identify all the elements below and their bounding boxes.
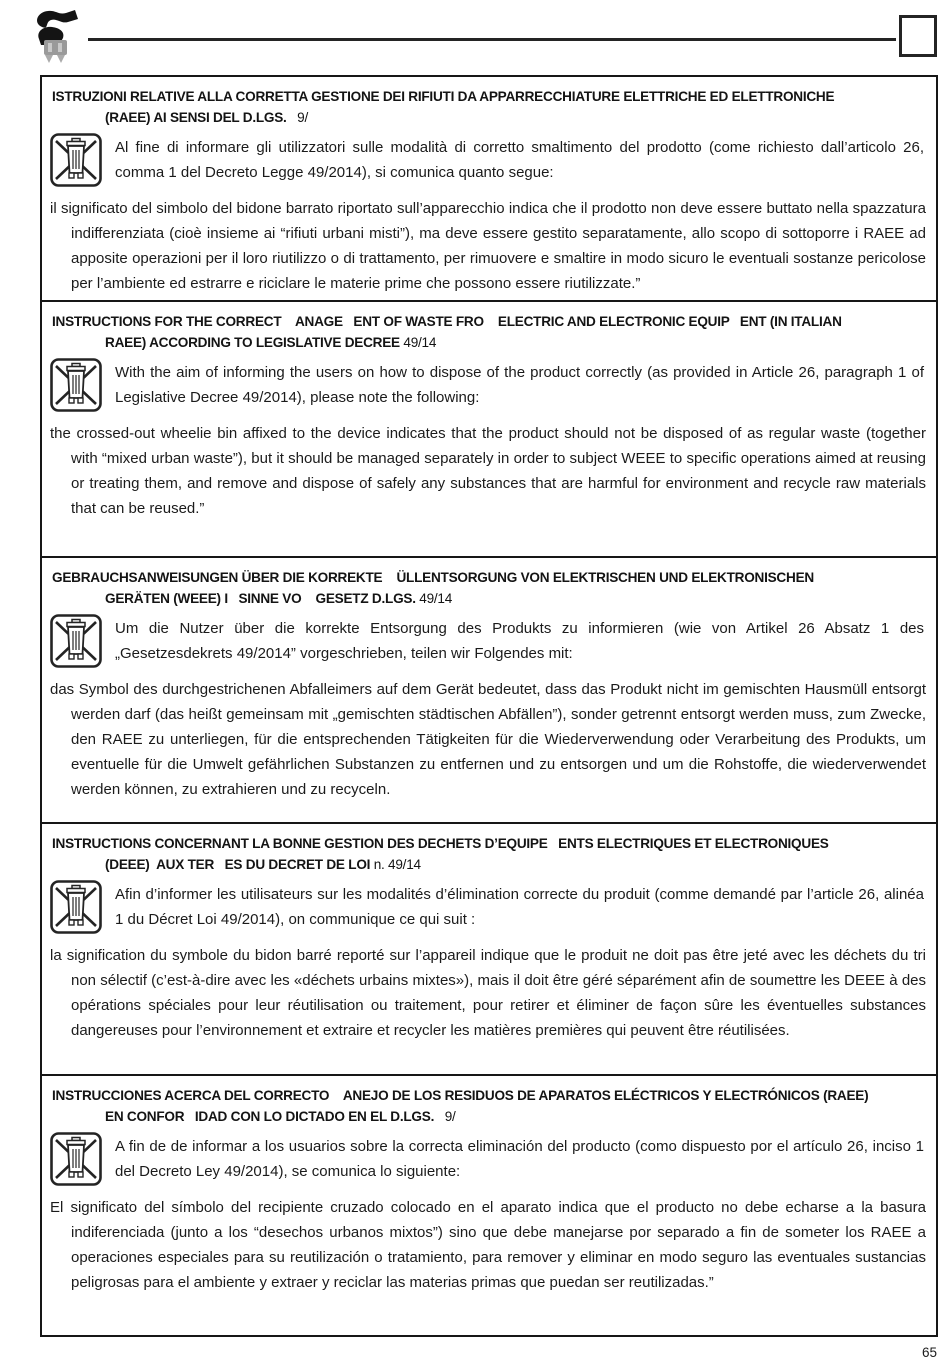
corner-square-marker xyxy=(899,15,937,57)
weee-crossed-bin-icon xyxy=(50,1132,102,1186)
weee-crossed-bin-icon xyxy=(50,133,102,187)
section-heading: GEBRAUCHSANWEISUNGEN ÜBER DIE KORREKTE ÜLLENTSORGUNG VON ELEKTRISCHEN UND ELEKTRONISCHEN xyxy=(52,570,814,585)
intro-paragraph: A fin de de informar a los usuarios sobre la correcta eliminación del producto (como dispuesto por el artículo 26, inciso 1 del Decreto Ley 49/2014), se comunica lo siguiente: xyxy=(115,1138,924,1180)
page-number: 65 xyxy=(921,1345,937,1360)
section-heading: INSTRUCTIONS CONCERNANT LA BONNE GESTION DES DECHETS D’EQUIPE ENTS ELECTRIQUES ET ELECTRONIQUES xyxy=(52,836,829,851)
body-paragraph: la signification du symbole du bidon barré reporté sur l’appareil indique que le produit ne doit pas être jeté avec les déchets du tri non sélectif (c’est-à-dire avec les «déchets urbains mixtes»), mais il doit être géré séparément afin de soumettre les DEEE à des opérations spéciales pour leur réutilisation ou traitement, pour retirer et éliminer de façon sûre les éventuelles substances dangereuses pour l’environnement et extraire et recycler les matières premières qui peuvent être réutilisées. xyxy=(50,947,926,1039)
section-heading-line2: GERÄTEN (WEEE) I SINNE VO GESETZ D.LGS. 49/14 xyxy=(105,591,453,606)
header-rule xyxy=(88,38,896,41)
weee-crossed-bin-icon xyxy=(50,614,102,668)
decree-number: 9/ xyxy=(434,1109,456,1124)
body-paragraph: El significato del símbolo del recipiente cruzado colocado en el aparato indica que el producto no debe echarse a la basura indiferenciada (junto a los “desechos urbanos mixtos”) sino que debe manejarse por separado a fin de someter los RAEE a operaciones especiales para su reutilización o tratamiento, para remover y eliminar en modo seguro las eventuales sustancias peligrosas para el ambiente y extraer y reciclar las materias primas que puedan ser reutilizadas.” xyxy=(50,1199,926,1291)
weee-crossed-bin-icon xyxy=(50,358,102,412)
decree-number: 49/14 xyxy=(415,591,453,606)
section-heading-line2: RAEE) ACCORDING TO LEGISLATIVE DECREE 49/14 xyxy=(105,335,437,350)
icon-paragraph-row xyxy=(50,880,926,934)
brand-logo-icon xyxy=(28,6,92,66)
section-english xyxy=(42,302,936,558)
icon-paragraph-row xyxy=(50,133,926,187)
intro-paragraph: Um die Nutzer über die korrekte Entsorgung des Produkts zu informieren (wie von Artikel 26 Absatz 1 des „Gesetzesdekrets 49/2014” vorgeschrieben, teilen wir Folgendes mit: xyxy=(115,620,924,662)
body-paragraph: the crossed-out wheelie bin affixed to the device indicates that the product should not be disposed of as regular waste (together with “mixed urban waste”), but it should be managed separately in order to subject WEEE to specific operations aimed at reusing or treating them, and remove and dispose of safely any substances that are harmful for environment and recycle raw materials that can be reused.” xyxy=(50,425,926,517)
content-frame xyxy=(40,75,938,1337)
weee-crossed-bin-icon xyxy=(50,880,102,934)
icon-paragraph-row xyxy=(50,358,926,412)
section-heading: INSTRUCCIONES ACERCA DEL CORRECTO ANEJO DE LOS RESIDUOS DE APARATOS ELÉCTRICOS Y ELECTRÓNICOS (RAEE) xyxy=(52,1088,869,1103)
decree-number: 9/ xyxy=(286,110,308,125)
body-paragraph: das Symbol des durchgestrichenen Abfalleimers auf dem Gerät bedeutet, dass das Produkt nicht im gemischten Hausmüll entsorgt werden darf (das heißt gemeinsam mit „gemischten städtischen Abfällen”), sonder getrennt entsorgt werden muss, zum Zwecke, den RAEE zu unterliegen, für die entsprechenden Tätigkeiten für die Wiederverwendung oder Verarbeitung des Produkts, um eventuelle für die Umwelt gefährlichen Substanzen zu entfernen und zu entsorgen und um die Rohstoffe, die wiederverwendet werden können, zu extrahieren und zu recyceln. xyxy=(50,681,926,798)
body-paragraph: il significato del simbolo del bidone barrato riportato sull’apparecchio indica che il prodotto non deve essere buttato nella spazzatura indifferenziata (cioè insieme ai “rifiuti urbani misti”), ma deve essere gestito separatamente, allo scopo di sottoporre i RAEE ad apposite operazioni per il loro riutilizzo o di trattamento, per rimuovere e smaltire in modo sicuro le eventuali sostanze pericolose per l’ambiente ed estrarre e riciclare le materie prime che possono essere riutilizzate.” xyxy=(50,200,926,292)
intro-paragraph: Afin d’informer les utilisateurs sur les modalités d’élimination correcte du produit (comme demandé par l’article 26, alinéa 1 du Décret Loi 49/2014), on communique ce qui suit : xyxy=(115,886,924,928)
section-heading: ISTRUZIONI RELATIVE ALLA CORRETTA GESTIONE DEI RIFIUTI DA APPARRECCHIATURE ELETTRICHE ED ELETTRONICHE xyxy=(52,89,835,104)
icon-paragraph-row xyxy=(50,1132,926,1186)
section-heading: INSTRUCTIONS FOR THE CORRECT ANAGE ENT OF WASTE FRO ELECTRIC AND ELECTRONIC EQUIP ENT (IN ITALIAN xyxy=(52,314,842,329)
section-french xyxy=(42,824,936,1076)
section-heading-line2: (RAEE) AI SENSI DEL D.LGS. 9/ xyxy=(105,110,308,125)
intro-paragraph: With the aim of informing the users on how to dispose of the product correctly (as provided in Article 26, paragraph 1 of Legislative Decree 49/2014), please note the following: xyxy=(115,364,924,406)
decree-number: n. 49/14 xyxy=(370,857,421,872)
section-italian xyxy=(42,77,936,302)
section-heading-line2: EN CONFOR IDAD CON LO DICTADO EN EL D.LGS. 9/ xyxy=(105,1109,456,1124)
section-spanish xyxy=(42,1076,936,1335)
section-heading-line2: (DEEE) AUX TER ES DU DECRET DE LOI n. 49/14 xyxy=(105,857,421,872)
icon-paragraph-row xyxy=(50,614,926,668)
intro-paragraph: Al fine di informare gli utilizzatori sulle modalità di corretto smaltimento del prodotto (come richiesto dall’articolo 26, comma 1 del Decreto Legge 49/2014), si comunica quanto segue: xyxy=(115,139,924,181)
decree-number: 49/14 xyxy=(399,335,437,350)
section-german xyxy=(42,558,936,824)
